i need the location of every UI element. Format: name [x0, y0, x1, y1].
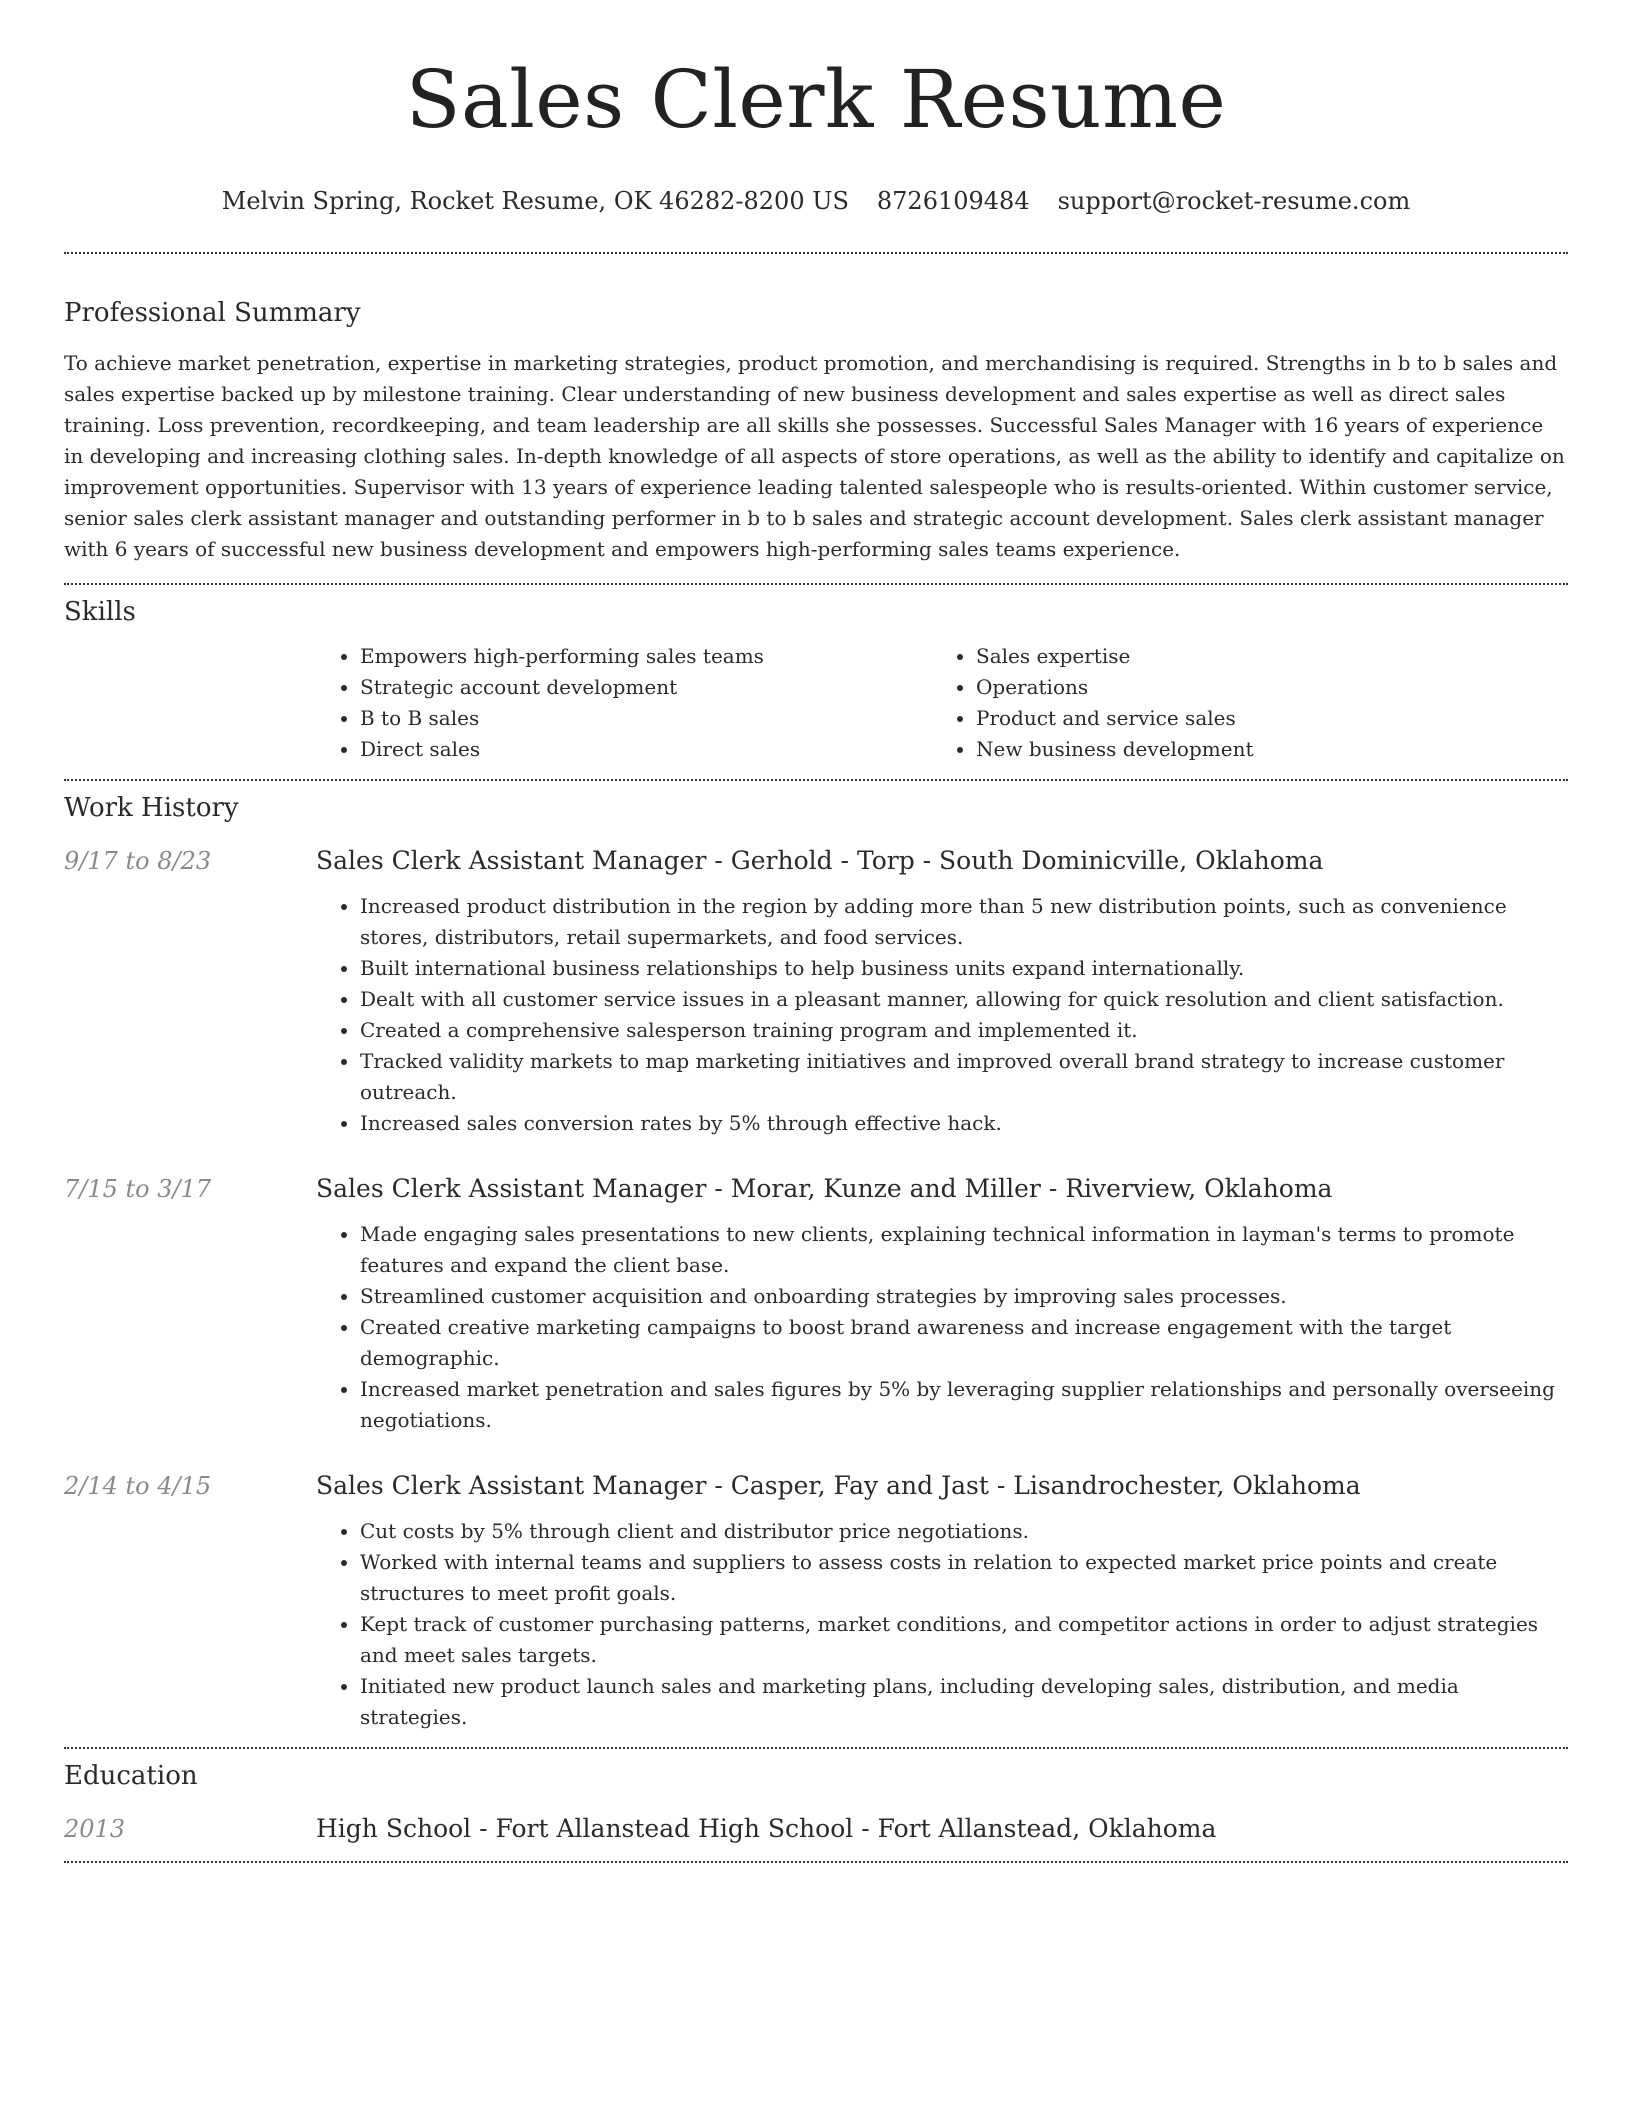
job-entry [64, 845, 1568, 1139]
skill-item: • Empowers high-performing sales teams [360, 641, 932, 672]
contact-email: support@rocket-resume.com [1057, 187, 1411, 215]
job-bullet: • Increased product distribution in the region by adding more than 5 new distribution points, such as convenience stores, distributors, retail supermarkets, and food services. [360, 891, 1568, 953]
skill-item: • Direct sales [360, 734, 932, 765]
skills-section [64, 585, 1568, 779]
contact-line [64, 186, 1568, 216]
education-year: 2013 [64, 1815, 126, 1843]
job-title: Sales Clerk Assistant Manager - Gerhold - Torp - South Dominicville, Oklahoma [316, 846, 1324, 875]
job-bullet: • Made engaging sales presentations to new clients, explaining technical information in layman's terms to promote features and expand the client base. [360, 1219, 1568, 1281]
job-bullets [316, 891, 1568, 1139]
skills-heading: Skills [64, 597, 136, 627]
job-entry [64, 1173, 1568, 1436]
skills-grid [316, 641, 1568, 779]
section-divider [64, 1861, 1568, 1863]
job-bullet: • Created creative marketing campaigns to boost brand awareness and increase engagement with the target demographic. [360, 1312, 1568, 1374]
job-dates: 9/17 to 8/23 [64, 847, 212, 875]
education-entry [64, 1813, 1568, 1861]
job-header [64, 845, 1568, 877]
skill-item: • Sales expertise [976, 641, 1548, 672]
job-header [64, 1173, 1568, 1205]
contact-address: Melvin Spring, Rocket Resume, OK 46282-8200 US [221, 187, 849, 215]
job-header [64, 1470, 1568, 1502]
job-bullet: • Tracked validity markets to map marketing initiatives and improved overall brand strategy to increase customer outreach. [360, 1046, 1568, 1108]
education-heading: Education [64, 1761, 198, 1791]
job-bullet: • Increased market penetration and sales figures by 5% by leveraging supplier relationships and personally overseeing negotiations. [360, 1374, 1568, 1436]
job-bullet: • Streamlined customer acquisition and onboarding strategies by improving sales processes. [360, 1281, 1568, 1312]
skill-item: • Product and service sales [976, 703, 1548, 734]
education-title: High School - Fort Allanstead High School - Fort Allanstead, Oklahoma [316, 1814, 1217, 1843]
job-bullets [316, 1219, 1568, 1436]
summary-section [64, 254, 1568, 583]
skills-column-right [932, 641, 1548, 765]
skill-item: • Strategic account development [360, 672, 932, 703]
job-bullet: • Cut costs by 5% through client and distributor price negotiations. [360, 1516, 1568, 1547]
job-bullet: • Increased sales conversion rates by 5% through effective hack. [360, 1108, 1568, 1139]
job-bullet: • Kept track of customer purchasing patterns, market conditions, and competitor actions in order to adjust strategies and meet sales targets. [360, 1609, 1568, 1671]
job-bullet: • Initiated new product launch sales and marketing plans, including developing sales, distribution, and media strategies. [360, 1671, 1568, 1733]
job-bullets [316, 1516, 1568, 1733]
job-dates: 7/15 to 3/17 [64, 1175, 212, 1203]
job-bullet: • Worked with internal teams and suppliers to assess costs in relation to expected market price points and create structures to meet profit goals. [360, 1547, 1568, 1609]
work-history-heading: Work History [64, 793, 239, 823]
summary-heading: Professional Summary [64, 298, 361, 328]
work-history-section [64, 781, 1568, 1747]
job-bullet: • Created a comprehensive salesperson training program and implemented it. [360, 1015, 1568, 1046]
summary-text: To achieve market penetration, expertise in marketing strategies, product promotion, and merchandising is required. Strengths in b to b sales and sales expertise backed up by milestone training. Clear understanding of new business development and sales expertise as well as direct sales training. Loss prevention, recordkeeping, and team leadership are all skills she possesses. Successful Sales Manager with 16 years of experience in developing and increasing clothing sales. In-depth knowledge of all aspects of store operations, as well as the ability to identify and capitalize on improvement opportunities. Supervisor with 13 years of experience leading talented salespeople who is results-oriented. Within customer service, senior sales clerk assistant manager and outstanding performer in b to b sales and strategic account development. Sales clerk assistant manager with 6 years of successful new business development and empowers high-performing sales teams experience. [64, 351, 1565, 561]
job-bullet: • Dealt with all customer service issues in a pleasant manner, allowing for quick resolution and client satisfaction. [360, 984, 1568, 1015]
job-dates: 2/14 to 4/15 [64, 1472, 212, 1500]
job-bullet: • Built international business relationships to help business units expand internationally. [360, 953, 1568, 984]
job-entry [64, 1470, 1568, 1747]
resume-title: Sales Clerk Resume [405, 53, 1227, 146]
skill-item: • B to B sales [360, 703, 932, 734]
skill-item: • New business development [976, 734, 1548, 765]
job-title: Sales Clerk Assistant Manager - Morar, Kunze and Miller - Riverview, Oklahoma [316, 1174, 1333, 1203]
job-title: Sales Clerk Assistant Manager - Casper, Fay and Jast - Lisandrochester, Oklahoma [316, 1471, 1361, 1500]
skill-item: • Operations [976, 672, 1548, 703]
contact-phone: 8726109484 [876, 187, 1030, 215]
skills-column-left [316, 641, 932, 765]
education-section [64, 1749, 1568, 1861]
